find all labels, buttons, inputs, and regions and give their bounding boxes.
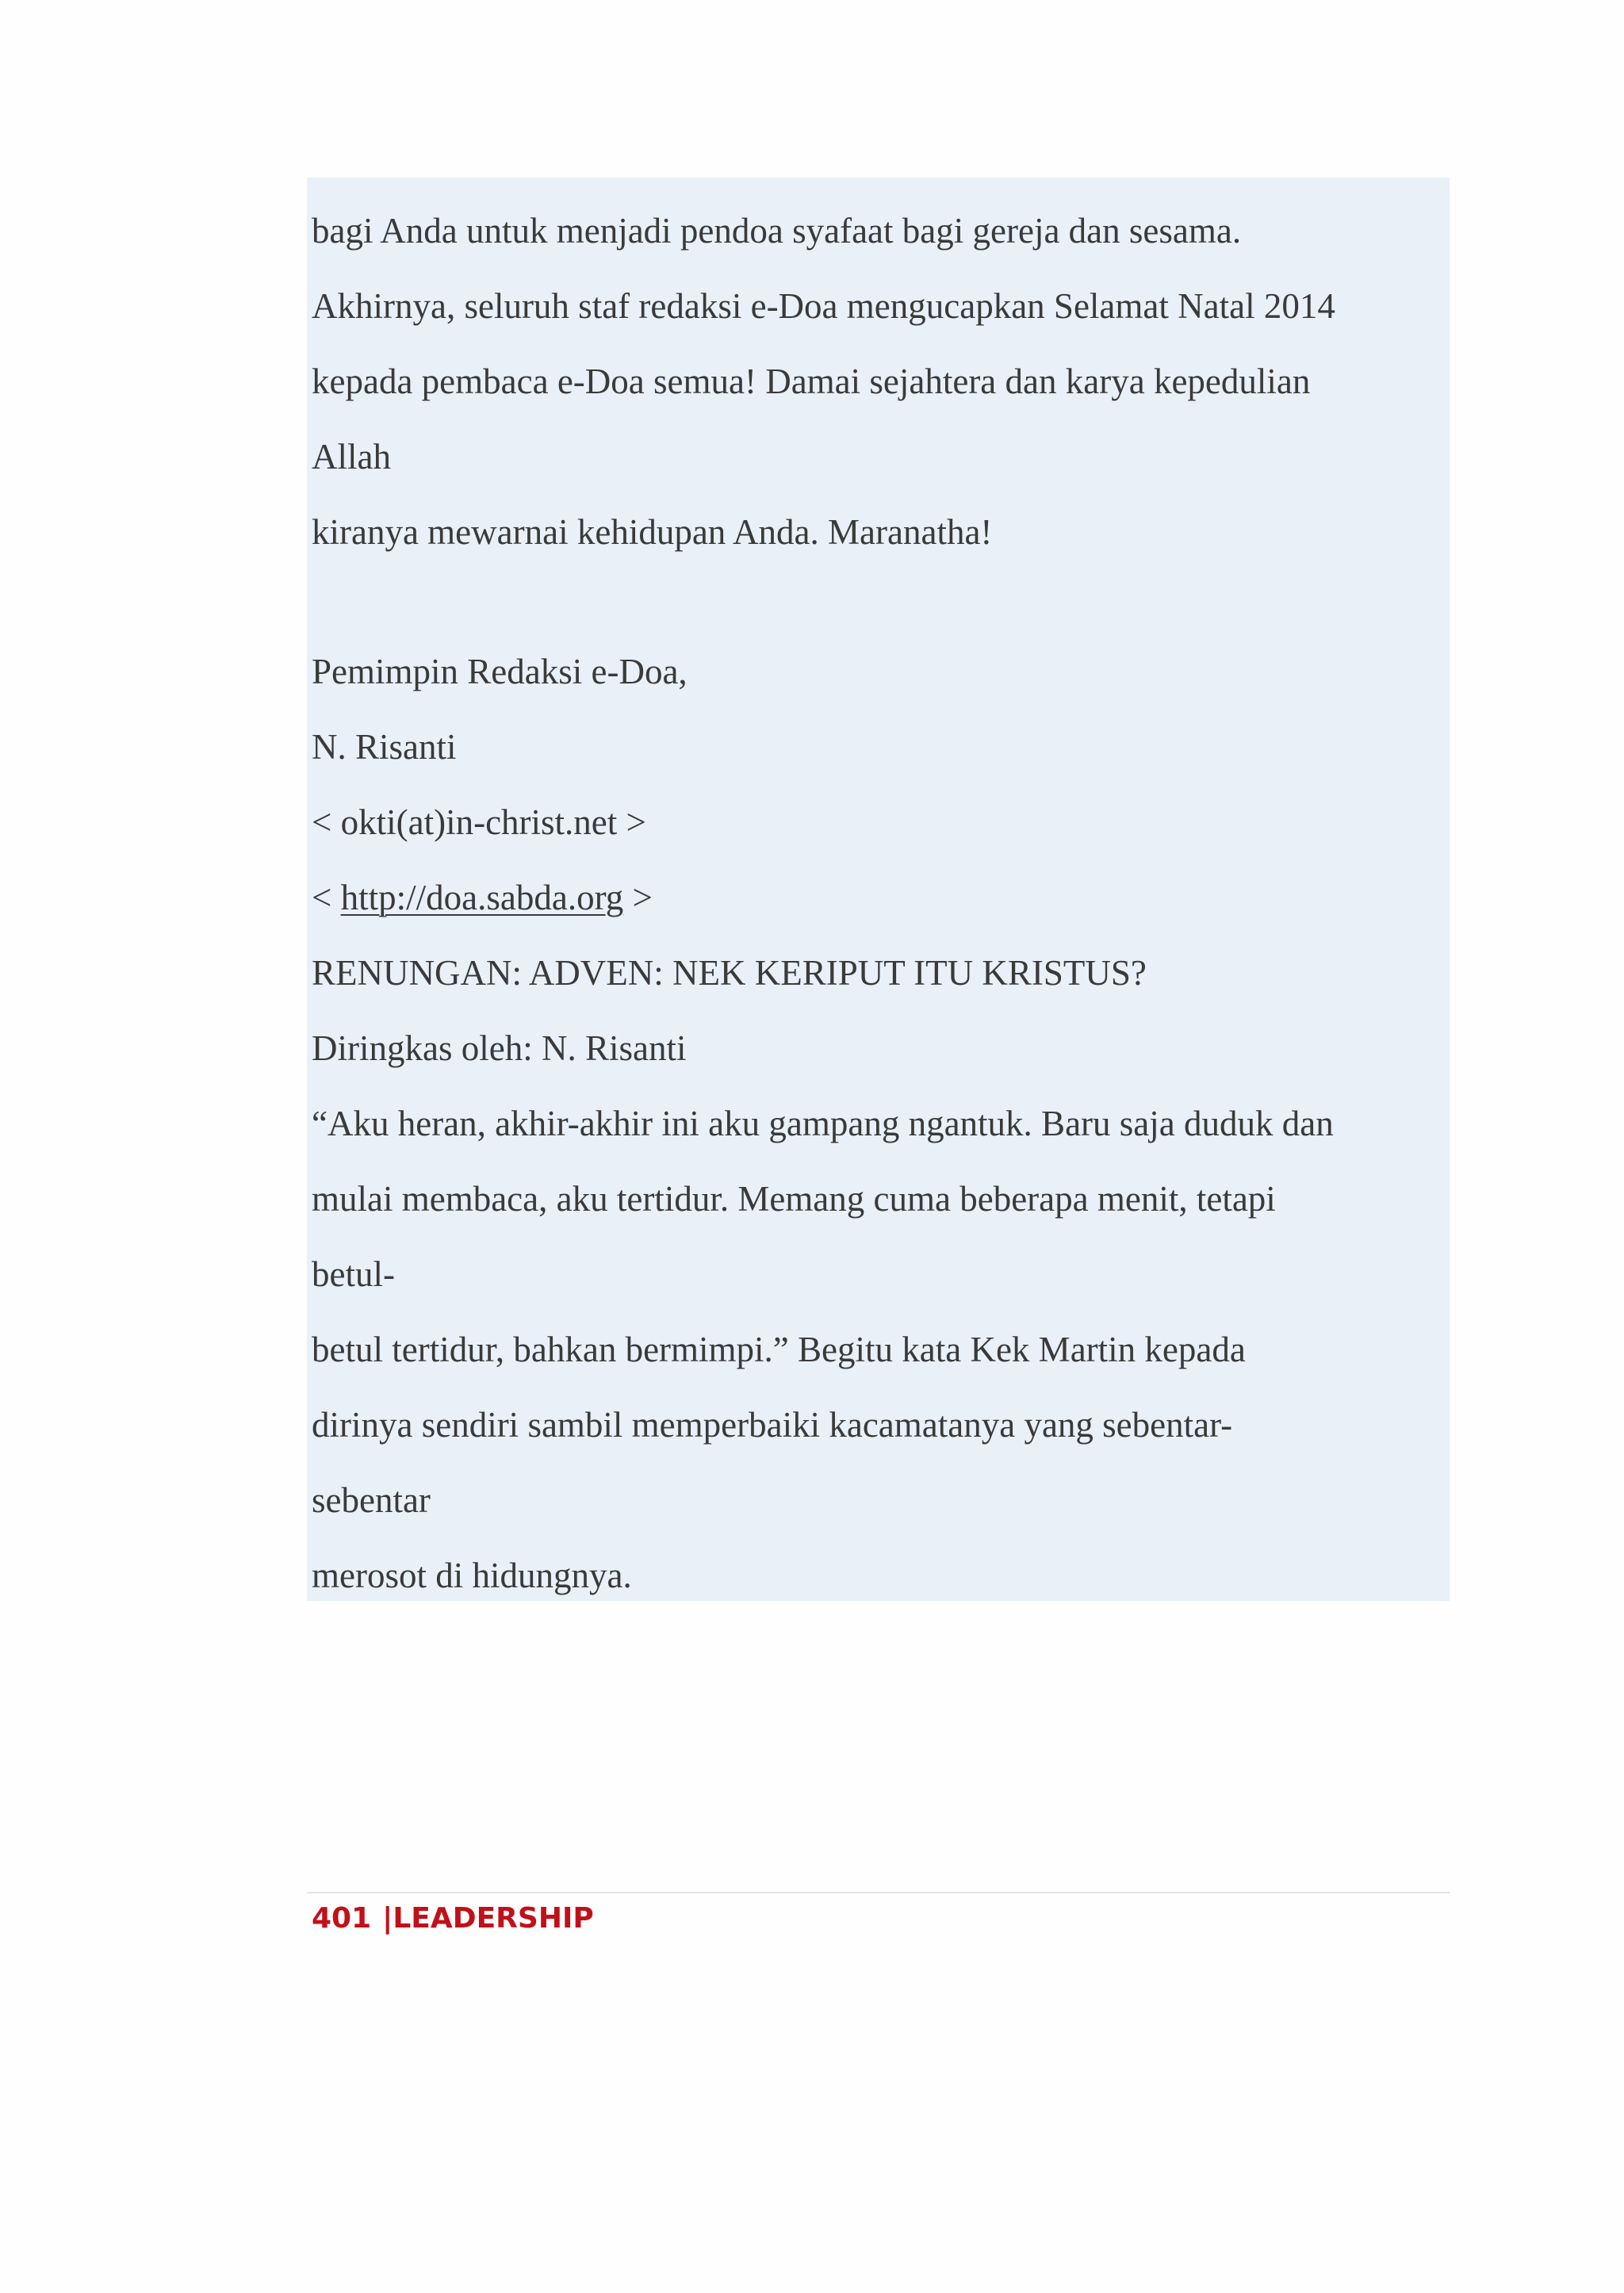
text-line: mulai membaca, aku tertidur. Memang cuma beberapa menit, tetapi (312, 1179, 1276, 1219)
page-number: 401 (312, 1902, 372, 1935)
text-line: Akhirnya, seluruh staf redaksi e-Doa mengucapkan Selamat Natal 2014 (312, 286, 1335, 326)
text-line: kepada pembaca e-Doa semua! Damai sejahtera dan karya kepedulian (312, 362, 1311, 401)
signature-name: N. Risanti (312, 727, 457, 767)
text-line: bagi Anda untuk menjadi pendoa syafaat bagi gereja dan sesama. (312, 211, 1242, 251)
text-line: Allah (312, 437, 391, 477)
page-footer (312, 1897, 594, 1941)
footer-divider (307, 1892, 1450, 1893)
text-line: “Aku heran, akhir-akhir ini aku gampang ngantuk. Baru saja duduk dan (312, 1104, 1334, 1143)
website-prefix: < (312, 878, 341, 917)
website-line (312, 874, 653, 921)
website-suffix: > (623, 878, 653, 917)
text-line: kiranya mewarnai kehidupan Anda. Maranatha! (312, 512, 993, 552)
footer-section: LEADERSHIP (393, 1902, 594, 1935)
signature-title: Pemimpin Redaksi e-Doa, (312, 652, 688, 691)
website-link[interactable]: http://doa.sabda.org (340, 878, 624, 917)
signature-email: < okti(at)in-christ.net > (312, 802, 646, 842)
article-byline: Diringkas oleh: N. Risanti (312, 1028, 687, 1068)
text-line: dirinya sendiri sambil memperbaiki kacamatanya yang sebentar- (312, 1405, 1233, 1445)
footer-separator: | (382, 1902, 393, 1935)
text-line: sebentar (312, 1480, 431, 1520)
text-line: merosot di hidungnya. (312, 1556, 632, 1595)
text-line: betul- (312, 1254, 395, 1294)
text-line: betul tertidur, bahkan bermimpi.” Begitu kata Kek Martin kepada (312, 1330, 1246, 1369)
article-heading: RENUNGAN: ADVEN: NEK KERIPUT ITU KRISTUS? (312, 953, 1147, 993)
